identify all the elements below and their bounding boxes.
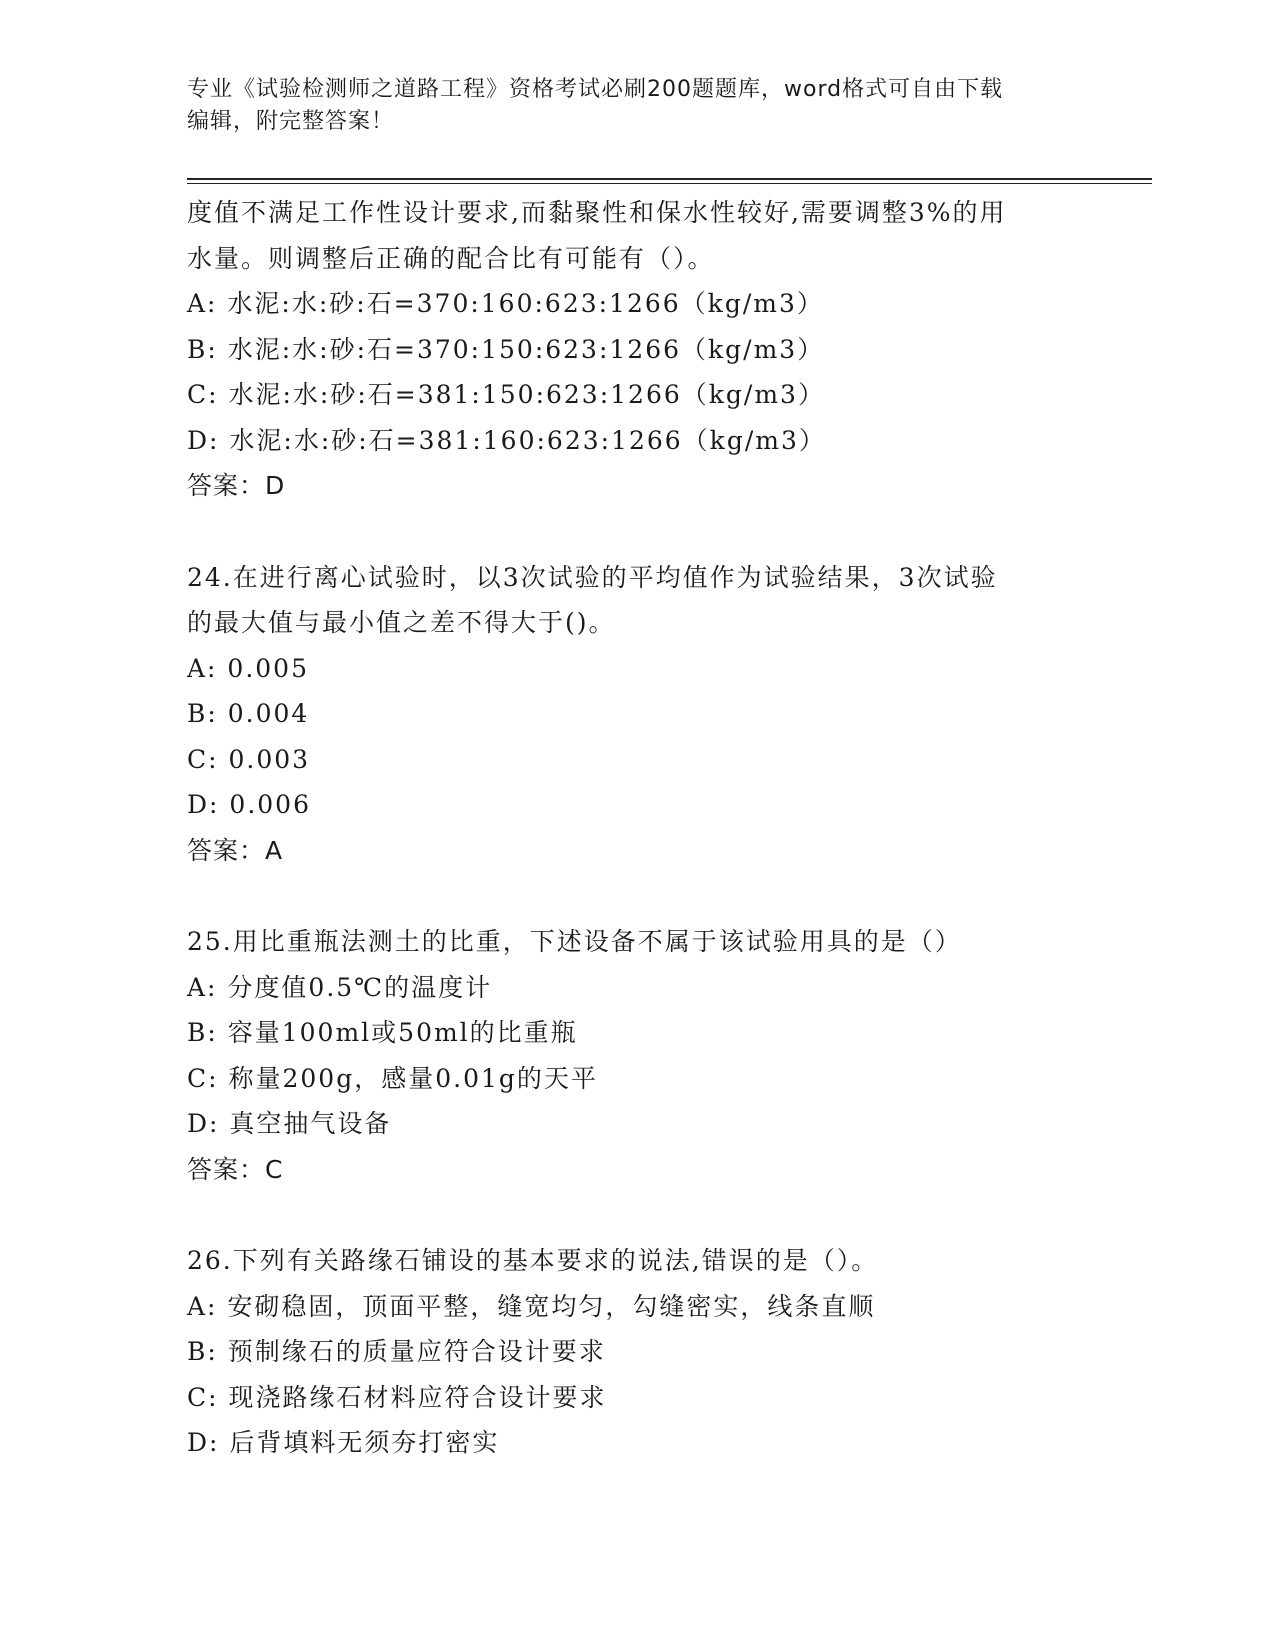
question-stem-line: 水量。则调整后正确的配合比有可能有（）。 bbox=[187, 243, 715, 273]
header-divider-thin bbox=[187, 183, 1152, 184]
option-a: A: 分度值0.5℃的温度计 bbox=[187, 972, 493, 1002]
option-b: B: 容量100ml或50ml的比重瓶 bbox=[187, 1018, 578, 1047]
question-26 bbox=[187, 1238, 1087, 1466]
header-divider-thick bbox=[187, 178, 1152, 180]
option-c: C: 水泥:水:砂:石=381:150:623:1266（kg/m3） bbox=[187, 380, 825, 409]
question-25 bbox=[187, 919, 1087, 1192]
spacer bbox=[187, 1192, 1087, 1238]
option-a: A: 安砌稳固，顶面平整，缝宽均匀，勾缝密实，线条直顺 bbox=[187, 1291, 876, 1321]
question-stem-line: 24.在进行离心试验时，以3次试验的平均值作为试验结果，3次试验 bbox=[187, 562, 998, 592]
document-body bbox=[187, 190, 1087, 1466]
header-line-1: 专业《试验检测师之道路工程》资格考试必刷200题题库，word格式可自由下载 bbox=[187, 77, 1004, 102]
option-d: D: 水泥:水:砂:石=381:160:623:1266（kg/m3） bbox=[187, 425, 826, 455]
option-c: C: 0.003 bbox=[187, 744, 311, 774]
option-c: C: 现浇路缘石材料应符合设计要求 bbox=[187, 1382, 607, 1412]
question-stem-line: 25.用比重瓶法测土的比重，下述设备不属于该试验用具的是（） bbox=[187, 927, 962, 956]
question-23 bbox=[187, 190, 1087, 509]
spacer bbox=[187, 873, 1087, 919]
document-header bbox=[187, 74, 1067, 138]
option-b: B: 0.004 bbox=[187, 699, 310, 728]
question-24 bbox=[187, 555, 1087, 874]
option-d: D: 0.006 bbox=[187, 790, 311, 819]
question-stem-line: 的最大值与最小值之差不得大于()。 bbox=[187, 608, 616, 637]
option-b: B: 预制缘石的质量应符合设计要求 bbox=[187, 1337, 606, 1366]
spacer bbox=[187, 509, 1087, 555]
answer: 答案：C bbox=[187, 1154, 284, 1184]
answer: 答案：D bbox=[187, 471, 286, 500]
question-stem-line: 度值不满足工作性设计要求,而黏聚性和保水性较好,需要调整3%的用 bbox=[187, 198, 1007, 227]
option-a: A: 0.005 bbox=[187, 653, 309, 683]
option-b: B: 水泥:水:砂:石=370:150:623:1266（kg/m3） bbox=[187, 334, 825, 364]
option-d: D: 后背填料无须夯打密实 bbox=[187, 1428, 500, 1457]
option-c: C: 称量200g，感量0.01g的天平 bbox=[187, 1063, 598, 1093]
question-stem-line: 26.下列有关路缘石铺设的基本要求的说法,错误的是（）。 bbox=[187, 1246, 879, 1275]
option-d: D: 真空抽气设备 bbox=[187, 1109, 392, 1138]
header-line-2: 编辑，附完整答案！ bbox=[187, 109, 395, 134]
answer: 答案：A bbox=[187, 835, 284, 865]
option-a: A: 水泥:水:砂:石=370:160:623:1266（kg/m3） bbox=[187, 289, 824, 318]
